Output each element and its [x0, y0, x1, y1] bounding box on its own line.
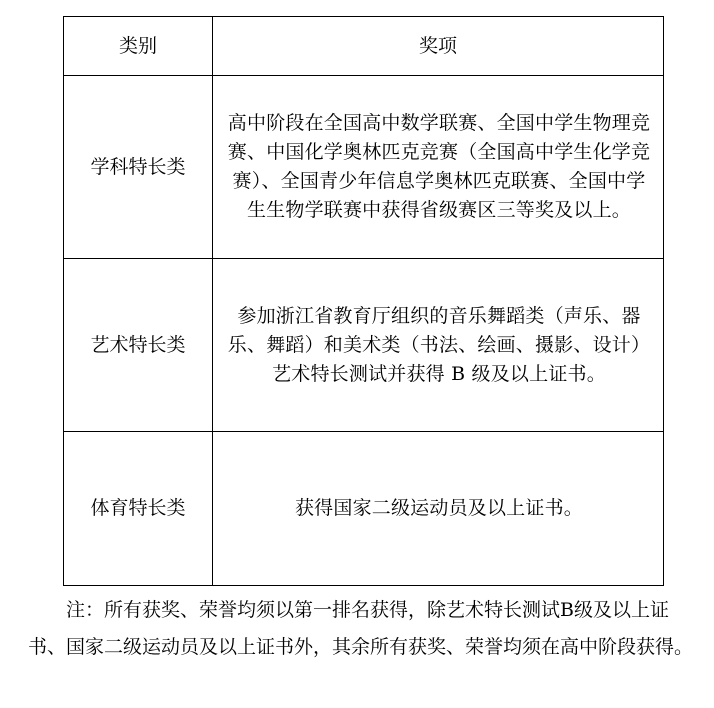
award-cell — [213, 432, 664, 586]
header-category: 类别 — [64, 17, 213, 76]
category-cell: 学科特长类 — [64, 76, 213, 259]
table-row — [64, 432, 664, 586]
category-cell: 艺术特长类 — [64, 259, 213, 432]
award-cell — [213, 259, 664, 432]
award-text: 高中阶段在全国高中数学联赛、全国中学生物理竞赛、中国化学奥林匹克竞赛（全国高中学生化学竞赛）、全国青少年信息学奥林匹克联赛、全国中学生生物学联赛中获得省级赛区三等奖及以上。 — [227, 112, 651, 221]
award-cell — [213, 76, 664, 259]
table-row — [64, 76, 664, 259]
category-cell: 体育特长类 — [64, 432, 213, 586]
award-text: 获得国家二级运动员及以上证书。 — [294, 497, 583, 519]
header-award: 奖项 — [213, 17, 664, 76]
table-header-row — [64, 17, 664, 76]
awards-table — [63, 16, 664, 586]
footnote: 注：所有获奖、荣誉均须以第一排名获得，除艺术特长测试B级及以上证书、国家二级运动员及以上证书外，其余所有获奖、荣誉均须在高中阶段获得。 — [28, 599, 694, 658]
table-row — [64, 259, 664, 432]
award-text: 参加浙江省教育厅组织的音乐舞蹈类（声乐、器乐、舞蹈）和美术类（书法、绘画、摄影、设计）艺术特长测试并获得 B 级及以上证书。 — [227, 304, 651, 385]
